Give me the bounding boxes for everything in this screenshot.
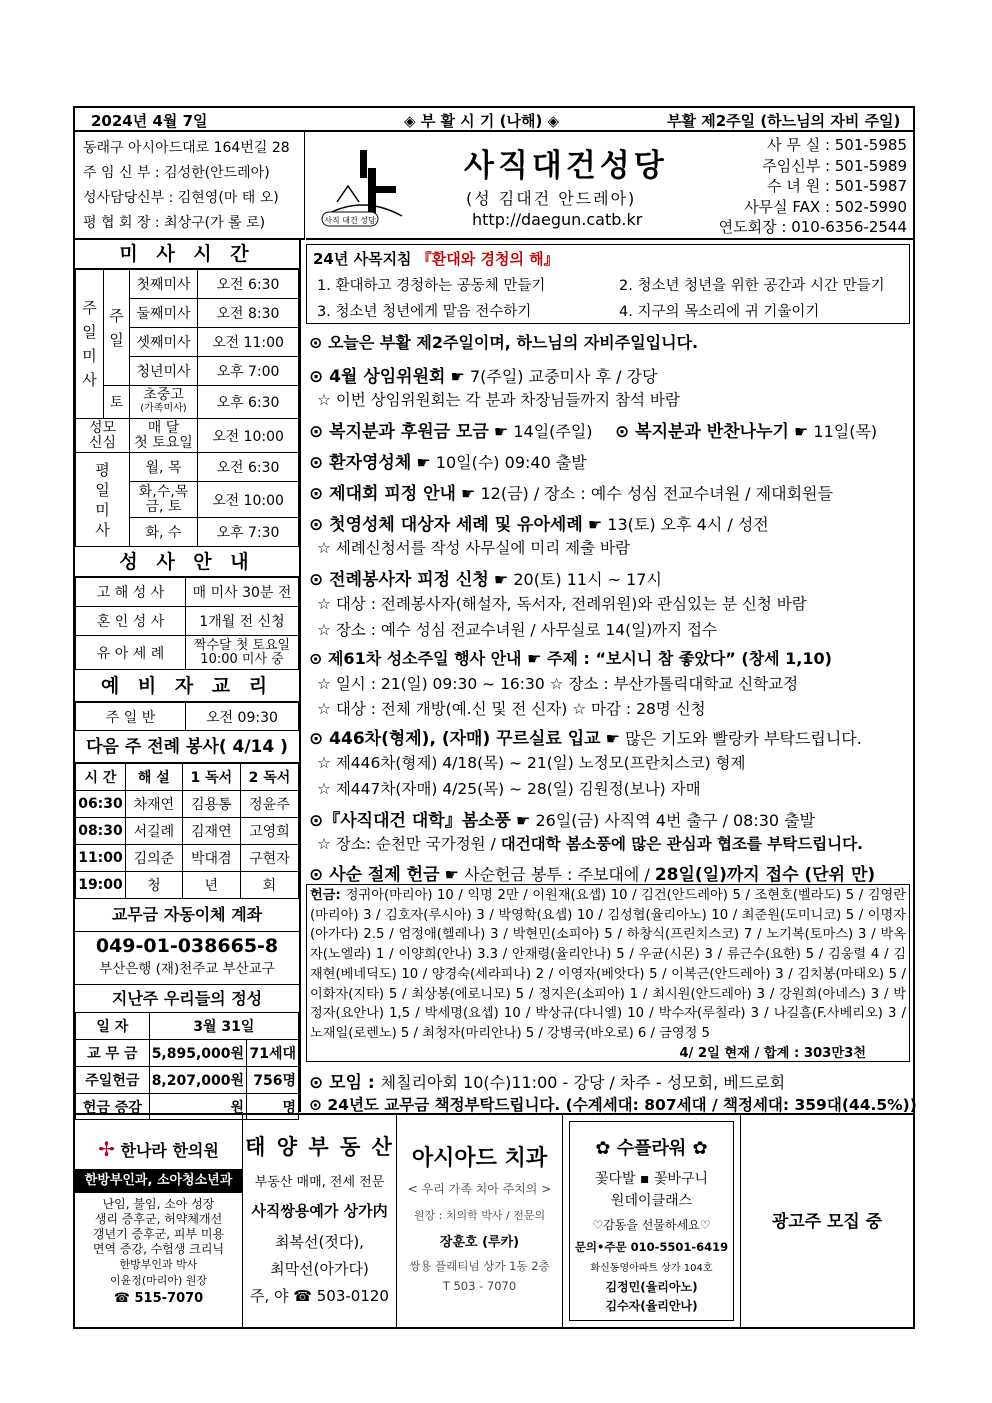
service-commentator: 차재연	[126, 791, 183, 818]
donation-list: 정귀아(마리아) 10 / 익명 2만 / 이원재(요셉) 10 / 김건(안드레아) 5 / 조현호(벨라도) 5 / 김영란(마리아) 3 / 김호자(루시아) 3 / 박영학(요셉) 10 / 김성협(율리아노) 10 / 최준원(도미니코) 5 / 이명자(아가다) 2.5 / 엄정애(헬레나) 3 / 박현민(소피아) 5 / 하창식(프린치스코) 7 / 노기복(토마스) 3 / 박옥자(노엘라) 1 / 이양희(안나) 3.3 / 안재령(율리안나) 5 / 우균(시몬) 3 / 류근수(요한) 5 / 김웅렬 4 / 김재현(베네딕도) 10 / 양경숙(세라피나) 2 / 이영자(베앗다) 5 / 이복근(안드레아) 3 / 김치봉(마태오) 5 / 이화자(지타) 5 / 최상봉(에로니모) 5 / 정지은(소피아) 1 / 최시원(안드레아) 3 / 강원희(아네스) 3 / 박정자(요안나) 1,5 / 박세명(요셉) 10 / 박상규(다니엘) 10 / 박수자(루칠라) 3 / 나길흠(F.사베리오) 3 / 노재일(로렌노) 5 / 최청자(마리안나) 5 / 강병국(바오로) 6 / 금영정 5	[310, 888, 906, 1041]
left-column	[75, 240, 301, 1116]
sunday-sub-label: 주일	[104, 270, 130, 386]
notice-sick-communion	[309, 448, 587, 473]
church-title-block	[306, 132, 686, 240]
notice-title: ⊙ 4월 상임위원회	[309, 367, 446, 387]
notice-title: ⊙ 전례봉사자 피정 신청	[309, 570, 489, 590]
ad-recruit	[741, 1115, 913, 1329]
ad-phone: 문의•주문 010-5501-6419	[574, 1240, 729, 1254]
ad-name: 아시아드 치과	[411, 1146, 548, 1171]
notice-title: ⊙ 환자영성체	[309, 453, 412, 473]
notice-first-communion	[309, 510, 769, 535]
ad-line: 면역 증강, 수험생 크리닉	[92, 1242, 225, 1256]
ad-asiad-dental[interactable]	[397, 1115, 563, 1329]
service-reader1: 박대겸	[182, 845, 240, 872]
mass-name: 매 달	[147, 419, 180, 436]
policy-item: 4. 지구의 목소리에 귀 기울이기	[619, 304, 820, 320]
notice-welfare-sharing	[615, 417, 877, 442]
service-header: 2 독서	[240, 764, 298, 791]
offering-date: 3월 31일	[149, 1013, 298, 1040]
service-time: 08:30	[76, 818, 126, 845]
ad-line: 갱년기 증후군, 피부 미용	[92, 1227, 225, 1241]
church-name: 사직대건성당	[464, 148, 668, 184]
notice-sub: ☆ 제447차(자매) 4/25(목) ~ 28(일) 김원정(보나) 자매	[317, 780, 701, 798]
mass-time: 오전 8:30	[198, 299, 299, 328]
ad-line: 난임, 불임, 소아 성장	[102, 1197, 215, 1211]
pastoral-policy-box	[306, 244, 910, 324]
parish-pastor: 주 임 신 부 : 김성한(안드레아)	[83, 165, 270, 181]
policy-item: 1. 환대하고 경청하는 공동체 만들기	[317, 278, 546, 294]
mass-name: 첫째미사	[130, 270, 198, 299]
notice-title: ⊙ 446차(형제), (자매) 꾸르실료 입교	[309, 729, 601, 749]
ad-line: 이윤정(마리아) 원장	[109, 1274, 208, 1287]
ad-line: 생리 증후군, 허약체개선	[94, 1212, 223, 1226]
notice-detail: ☛ 14일(주일)	[488, 422, 593, 441]
notice-sub: ☆ 세례신청서를 작성 사무실에 미리 제출 바람	[317, 539, 630, 557]
church-logo-icon	[312, 146, 412, 228]
sacrament-value: 짝수달 첫 토요일	[193, 637, 291, 653]
sacrament-name: 고 해 성 사	[76, 578, 186, 607]
ad-phone: ☎ 515-7070	[113, 1291, 204, 1306]
ad-recruit-text: 광고주 모집 중	[771, 1212, 883, 1232]
contact-funeral-head: 연도회장 : 010-6356-2544	[718, 218, 907, 236]
ad-name	[75, 1137, 242, 1161]
mass-time: 오후 7:00	[198, 357, 299, 386]
service-header: 1 독서	[182, 764, 240, 791]
donation-total: 4/ 2일 현재 / 합계 : 303만3천	[679, 1045, 866, 1061]
notice-today: ⊙ 오늘은 부활 제2주일이며, 하느님의 자비주일입니다.	[309, 333, 699, 352]
catechumen-title: 예 비 자 교 리	[75, 670, 299, 702]
offering-name: 헌금 증감	[76, 1094, 150, 1120]
table-row	[76, 872, 299, 899]
mass-name-sub: 금, 토	[145, 498, 182, 515]
catechumen-class: 주 일 반	[76, 703, 186, 731]
ad-line: 화신동영아파트 상가 104호	[590, 1263, 713, 1274]
notice-title: ⊙ 사순 절제 헌금	[309, 865, 440, 885]
youth-service-2: 년	[182, 872, 240, 899]
mass-name-sub: 첫 토요일	[134, 434, 193, 451]
offering-table	[75, 1012, 299, 1120]
table-row	[76, 845, 299, 872]
ad-hanara-clinic[interactable]	[75, 1115, 243, 1329]
notice-title: ⊙ 첫영성체 대상자 세례 및 유아세례	[309, 515, 583, 535]
church-patron: (성 김대건 안드레아)	[466, 189, 637, 208]
catechumen-table	[75, 702, 299, 731]
mass-name: 청년미사	[130, 357, 198, 386]
sacrament-name: 유 아 세 례	[76, 636, 186, 670]
main-notices	[303, 240, 917, 1114]
notice-detail: ☛ 26일(금) 사직역 4번 출구 / 08:30 출발	[510, 811, 816, 830]
offering-amount: 8,207,000원	[149, 1067, 246, 1094]
mass-times-table	[75, 269, 299, 547]
ad-name-text: 한나라 한의원	[120, 1141, 219, 1160]
catechumen-time: 오전 09:30	[186, 703, 299, 731]
offering-name: 주일헌금	[76, 1067, 150, 1094]
service-time: 19:00	[76, 872, 126, 899]
contact-fax: 사무실 FAX : 502-5990	[744, 197, 907, 216]
notice-sub: ☆ 대상 : 전체 개방(예.신 및 전 신자) ☆ 마감 : 28명 신청	[317, 700, 706, 718]
ad-line: 최복선(젓다),	[275, 1233, 364, 1251]
offering-count: 명	[247, 1094, 299, 1120]
mass-time: 오후 6:30	[198, 386, 299, 419]
sacrament-title: 성 사 안 내	[75, 547, 299, 577]
liturgy-service-title: 다음 주 전례 봉사( 4/14 )	[75, 731, 299, 763]
notice-detail: ☛ 11일(목)	[788, 422, 878, 441]
offering-amount: 원	[149, 1094, 246, 1120]
ad-line: 원장 : 치의학 박사 / 전문의	[413, 1209, 546, 1222]
liturgical-season: ◈ 부 활 시 기 (나해) ◈	[404, 112, 560, 130]
ad-line: 꽃다발 ▪ 꽃바구니	[594, 1171, 709, 1187]
sacrament-value: 1개월 전 신청	[186, 607, 299, 636]
notice-detail: ☛ 많은 기도와 빨랑카 부탁드립니다.	[600, 729, 862, 748]
notice-title: ⊙ 제대회 피정 안내	[309, 484, 456, 504]
mass-time: 오전 6:30	[198, 270, 299, 299]
ad-line: ♡감동을 선물하세요♡	[592, 1218, 711, 1232]
marian-devotion-label: 성모신심	[76, 419, 130, 453]
offering-count: 71세대	[247, 1040, 299, 1067]
offering-date-label: 일 자	[76, 1013, 150, 1040]
service-commentator: 서길례	[126, 818, 183, 845]
offering-name: 교 무 금	[76, 1040, 150, 1067]
notice-title: ⊙ 복지분과 반찬나누기	[615, 422, 789, 442]
notice-sub-bold: 대건대학 봄소풍에 많은 관심과 협조를 부탁드립니다.	[500, 835, 864, 853]
notice-vocation-sunday: ⊙ 제61차 성소주일 행사 안내 ☛ 주제 : “보시니 참 좋았다” (창세 1,10)	[309, 649, 832, 668]
mass-name: 월, 목	[130, 453, 198, 482]
notice-sub: ☆ 일시 : 21(일) 09:30 ~ 16:30 ☆ 장소 : 부산가톨릭대학교 신학교정	[317, 675, 799, 693]
ad-line: 부동산 매매, 전세 전문	[254, 1175, 385, 1190]
service-time: 06:30	[76, 791, 126, 818]
service-reader2: 구현자	[240, 845, 298, 872]
youth-service-3: 회	[240, 872, 298, 899]
offering-amount: 5,895,000원	[149, 1040, 246, 1067]
ad-line: 쌍용 플래티넘 상가 1동 2층	[409, 1259, 550, 1273]
notice-detail: ☛ 20(토) 11시 ~ 17시	[488, 570, 662, 589]
weekday-mass-label: 평일미사	[76, 453, 130, 547]
mass-times-title: 미 사 시 간	[75, 240, 299, 269]
contact-list	[686, 132, 913, 240]
service-header: 시 간	[76, 764, 126, 791]
service-reader1: 김재연	[182, 818, 240, 845]
mass-time: 오후 7:30	[198, 518, 299, 547]
bulletin-frame	[73, 106, 915, 1329]
mass-name: 초중고	[143, 387, 184, 403]
offering-title: 지난주 우리들의 정성	[75, 984, 299, 1012]
notice-sub: ☆ 대상 : 전례봉사자(해설자, 독서자, 전례위원)와 관심있는 분 신청 바람	[317, 595, 807, 613]
notice-detail: 체칠리아회 10(수)11:00 - 강당 / 차주 - 성모회, 베드로회	[380, 1073, 786, 1092]
sacrament-value-sub: 10:00 미사 중	[200, 651, 284, 667]
ads-row	[75, 1113, 913, 1327]
notice-meetings	[309, 1068, 785, 1093]
notice-tithe: ⊙ 24년도 교무금 책정부탁드립니다. (수계세대: 807세대 / 책정세대: 359대(44.5%))	[309, 1096, 917, 1114]
header-bar	[75, 108, 913, 132]
notice-detail: ☛ 12(금) / 장소 : 예수 성심 전교수녀원 / 제대회원들	[455, 484, 833, 503]
notice-title: ⊙ 모임 :	[309, 1073, 381, 1093]
mass-name: 화, 수	[130, 518, 198, 547]
contact-convent: 수 녀 원 : 501-5987	[767, 177, 907, 195]
ad-line: 김수자(율리안나)	[605, 1299, 698, 1313]
parish-assistant-priest: 성사담당신부 : 김현영(마 태 오)	[83, 190, 279, 206]
notice-title: ⊙『사직대건 대학』봄소풍	[309, 811, 511, 831]
service-reader2: 정윤주	[240, 791, 298, 818]
donation-list-box	[306, 884, 910, 1062]
notice-sub	[317, 832, 863, 854]
service-header: 해 설	[126, 764, 183, 791]
notice-lent-offering	[309, 860, 875, 885]
ad-line: 한방부인과 박사	[119, 1258, 198, 1271]
ad-line: 최막선(아가다)	[270, 1260, 369, 1278]
ad-phone: T 503 - 7070	[442, 1279, 517, 1293]
church-url[interactable]: http://daegun.catb.kr	[472, 210, 643, 229]
notice-sub: ☆ 이번 상임위원회는 각 분과 차장님들까지 참석 바람	[317, 391, 680, 409]
sacrament-value: 매 미사 30분 전	[186, 578, 299, 607]
mass-time: 오전 6:30	[198, 453, 299, 482]
mass-name: 화,수,목	[138, 483, 189, 500]
autopay-bank: 부산은행 (재)천주교 부산교구	[99, 961, 275, 977]
contact-office: 사 무 실 : 501-5985	[767, 136, 907, 154]
ad-phone: 주, 야 ☎ 503-0120	[250, 1287, 389, 1305]
mass-name: 셋째미사	[130, 328, 198, 357]
table-row	[76, 1040, 299, 1067]
policy-title	[313, 248, 559, 269]
ad-name: 태 양 부 동 산	[245, 1135, 394, 1159]
notice-detail: ☛ 7(주일) 교중미사 후 / 강당	[445, 367, 658, 386]
notice-standing-committee	[309, 362, 657, 387]
sacrament-name: 혼 인 성 사	[76, 607, 186, 636]
mass-name-sub: (가족미사)	[140, 403, 187, 414]
mass-time: 오전 11:00	[198, 328, 299, 357]
parish-info	[75, 132, 305, 240]
mass-name: 둘째미사	[130, 299, 198, 328]
notice-title: ⊙ 복지분과 후원금 모금	[309, 422, 489, 442]
ad-line: 원데이클래스	[610, 1193, 693, 1209]
donation-label: 헌금:	[310, 888, 346, 903]
offering-count: 756명	[247, 1067, 299, 1094]
notice-sub: ☆ 제446차(형제) 4/18(목) ~ 21(일) 노정모(프란치스코) 형제	[317, 754, 746, 772]
notice-detail: ☛ 13(토) 오후 4시 / 성전	[582, 515, 769, 534]
parish-council-head: 평 협 회 장 : 최상구(가 롤 로)	[83, 215, 266, 231]
mass-time: 오전 10:00	[198, 482, 299, 518]
notice-liturgy-retreat	[309, 565, 662, 590]
policy-item: 3. 청소년 청년에게 맡음 전수하기	[317, 304, 532, 320]
table-row	[76, 791, 299, 818]
logo-text: 사직 대건 성당	[324, 216, 376, 225]
parish-address: 동래구 아시아드대로 164번길 28	[83, 140, 290, 156]
contact-pastor: 주임신부 : 501-5989	[762, 156, 907, 175]
bulletin-date: 2024년 4월 7일	[91, 112, 208, 130]
ad-line: 김정민(율리아노)	[605, 1280, 698, 1294]
sunday-mass-label: 주일미사	[76, 270, 104, 419]
sunday-name: 부활 제2주일 (하느님의 자비 주일)	[667, 112, 901, 130]
ad-banner: 한방부인과, 소아청소년과	[75, 1169, 242, 1193]
ad-doctor: 장훈호 (루카)	[439, 1235, 520, 1250]
saturday-label: 토	[104, 386, 130, 419]
autopay-title: 교무금 자동이체 계좌	[111, 905, 263, 924]
notice-altar-retreat	[309, 479, 833, 504]
policy-title-red: 『환대와 경청의 해』	[416, 250, 559, 268]
notice-cursillo	[309, 724, 862, 749]
notice-detail-bold: 28일(일)까지 접수 (단위 만)	[654, 865, 876, 885]
youth-service-1: 청	[126, 872, 183, 899]
notice-daegun-college	[309, 806, 815, 831]
ad-suflower[interactable]	[563, 1115, 741, 1329]
ad-line: < 우리 가족 치아 주치의 >	[407, 1182, 552, 1196]
notice-welfare-fund	[309, 417, 593, 442]
liturgy-service-table	[75, 763, 299, 899]
autopay-account: 049-01-038665-8	[95, 935, 279, 957]
sacrament-table	[75, 577, 299, 670]
ad-line: 사직쌍용예가 상가内	[251, 1202, 388, 1220]
ad-name: ✿ 수플라워 ✿	[595, 1138, 708, 1159]
notice-detail: ☛ 10일(수) 09:40 출발	[411, 453, 587, 472]
mass-time: 오전 10:00	[198, 419, 299, 453]
service-reader1: 김용통	[182, 791, 240, 818]
cross-icon: ✢	[98, 1137, 115, 1161]
notice-sub: ☆ 장소 : 예수 성심 전교수녀원 / 사무실로 14(일)까지 접수	[317, 621, 717, 639]
policy-item: 2. 청소년 청년을 위한 공간과 시간 만들기	[619, 278, 885, 294]
policy-title-prefix: 24년 사목지침	[313, 250, 417, 268]
ad-taeyang-realty[interactable]	[243, 1115, 397, 1329]
service-commentator: 김의준	[126, 845, 183, 872]
notice-detail: ☛ 사순헌금 봉투 : 주보대에 /	[439, 865, 655, 884]
service-time: 11:00	[76, 845, 126, 872]
table-row	[76, 818, 299, 845]
notice-sub-text: ☆ 장소: 순천만 국가정원 /	[317, 835, 501, 853]
service-reader2: 고영희	[240, 818, 298, 845]
table-row	[76, 1067, 299, 1094]
